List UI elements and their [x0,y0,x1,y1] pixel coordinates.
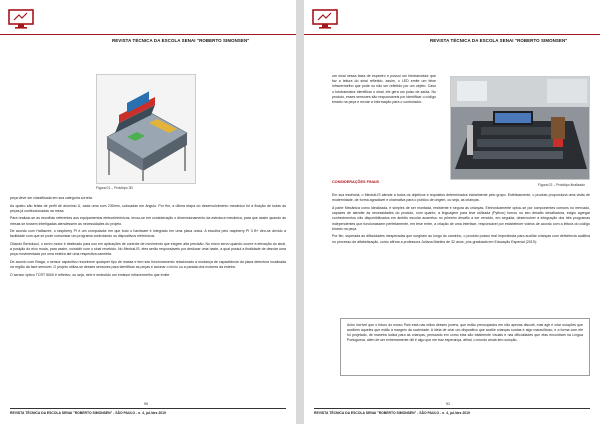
quote-box [340,318,590,376]
footer-rule [314,408,590,409]
quote-text: Acho incrível que o futuro do nosso País está nas mãos desses jovens, que estão preocupados em não apenas discutir, mas agir e criar soluções que auxiliem aqueles que estão à margem da sociedade. A ideia de criar um dispositivo que auxilie crianças surdas é algo maravilhoso, e a forma com ele foi projetado, de maneira lúdica para as crianças, pensando em como elas são totalmente visuais e nas dificuldades que elas encontram na Língua Portuguesa, além de ser extremamente útil é algo que me traz esperança, afinal, o mundo ainda tem solução. [347,323,583,343]
footer-text: REVISTA TÉCNICA DA ESCOLA SENAI "ROBERTO SIMONSEN" - SÃO PAULO - n. 4, jul./dez 2019 [10,411,166,415]
paragraph: A parte Mecânica como idealizada, é simples de ser montada, resistente e segura às crianças. Eletronicamente optou-se por componentes comuns no mercado, capazes de atender às necessidades do produto, com quanto, a linguagem para leve utilizada (Python) tornou ou seu desafio desafiadora, exigiu agregar conhecimentos não disponibilizados em âmbito escolar acarretou no primeiro desafio a ser vencido, em seguida, desenvolver a integração dos três programas independentes que funcionassem perfeitamente, em tese entre, a criação de uma interface, responsável por estabelecer vídeos de acordo com a leitura do código binário na peça. [332,206,590,231]
article-body-left [10,196,286,280]
page-number: 91 [446,402,450,406]
footer-rule [10,408,286,409]
footer-text: REVISTA TÉCNICA DA ESCOLA SENAI "ROBERTO SIMONSEN" - SÃO PAULO - n. 4, jul./dez 2019 [314,411,470,415]
paragraph: Citando Bertolucci, o servo motor é destinado para uso em aplicações de controle de movimento que exigem alta precisão. No micro servo quando ocorre a elevação do sinal, a posição do eixo muda, para assim, coincidir com o sinal recebido. No MechaLIS, eles serão responsáveis por deslocar uma haste, a qual possui a finalidade de desviar uma peça movimentada por uma esteira até uma respectiva caneleta. [10,241,286,257]
page-right [304,0,600,424]
running-title: REVISTA TÉCNICA DA ESCOLA SENAI "ROBERTO SIMONSEN" [430,38,568,43]
monitor-logo-icon [312,8,338,30]
paragraph: um sinal nessa faixa de espectro e possui um fototransistor que faz a leitura do sinal refletido, assim, o LED emite um feixe infravermelho que pode ou não ser refletido por um objeto. Caso o fototransistor identificar o sinal, ele gera um pulso de saída. No produto, esses sensores são responsáveis por identificar o código binário na peça e enviar a informação para o controlador. [332,74,436,105]
paragraph: Em sua essência, o MechaLIS atende a todos os objetivos e requisitos determinados inicialmente pelo grupo. Estéticamente, o produto proporciona uma visão de modernidade, de forma agradável e chamativa para o público de origem, ou seja, as crianças. [332,193,590,203]
figure-caption: Figura 01 – Protótipo 3D [96,186,133,190]
prototype-3d-render [97,75,195,183]
figure-3d-prototype [96,74,196,184]
section-title: CONSIDERAÇÕES FINAIS [332,180,380,184]
figure-finished-prototype [450,76,590,180]
page-number: 90 [144,402,148,406]
monitor-logo-icon [8,8,34,30]
article-body-right [332,174,590,247]
header-rule [304,34,600,35]
paragraph: De acordo com Braga, o sensor capacitivo reconhece qualquer tipo de massa e tem seu funcionamento relacionado à mudança de capacitância da placa detectora localizada na região da face sensível. O projeto utiliza-se desses sensores para identificar as peças e acionar o início ou a parada dos motores da esteira. [10,259,286,270]
figure-caption: Figura 02 – Protótipo finalizado [538,183,585,187]
prototype-photo [451,77,589,179]
paragraph: Para realizar-se as escolhas referentes aos equipamentos eletroeletrônicos, levou-se em consideração o dimensionamento da estrutura mecânica, para que assim quando as mesas se fossem interligadas atendessem as necessidades do projeto. [10,216,286,226]
paragraph: De acordo com Halfacree, o raspberry PI é um computador em que todo o hardware é integrado em uma placa única. A escolha pelo raspberry PI 3 B+ deu-se devido a facilidade com que se pode comunicar um programa controlando os dispositivos eletrônicos. [10,229,286,239]
running-title: REVISTA TÉCNICA DA ESCOLA SENAI "ROBERTO SIMONSEN" [112,38,250,43]
intro-column [332,74,436,108]
paragraph: peça deve ser classificada em sua categoria correta. [10,196,93,200]
paragraph: As quatro são feitas de perfil de alumínio U, cada uma com 230mm, colocadas em ângulo. Por fim, a última etapa do desenvolvimento mecânico foi a fixação de todas as peças já confeccionadas na mesa. [10,203,286,213]
paragraph: O sensor óptico TCRT 5000 é refletivo, ou seja, nele é embutido um emissor infravermelho que emite [10,272,170,277]
paragraph: Por fim, superada as dificuldades inesperadas que surgiram ao longo do caminho, o produto possui real importância para auxiliar crianças com deficiência auditiva no processo de alfabetização, como afirma a professora Juliana Martins de 32 anos, pós-graduada em Educação Especial (2019): [332,234,590,244]
header-rule [0,34,296,35]
page-left [0,0,296,424]
